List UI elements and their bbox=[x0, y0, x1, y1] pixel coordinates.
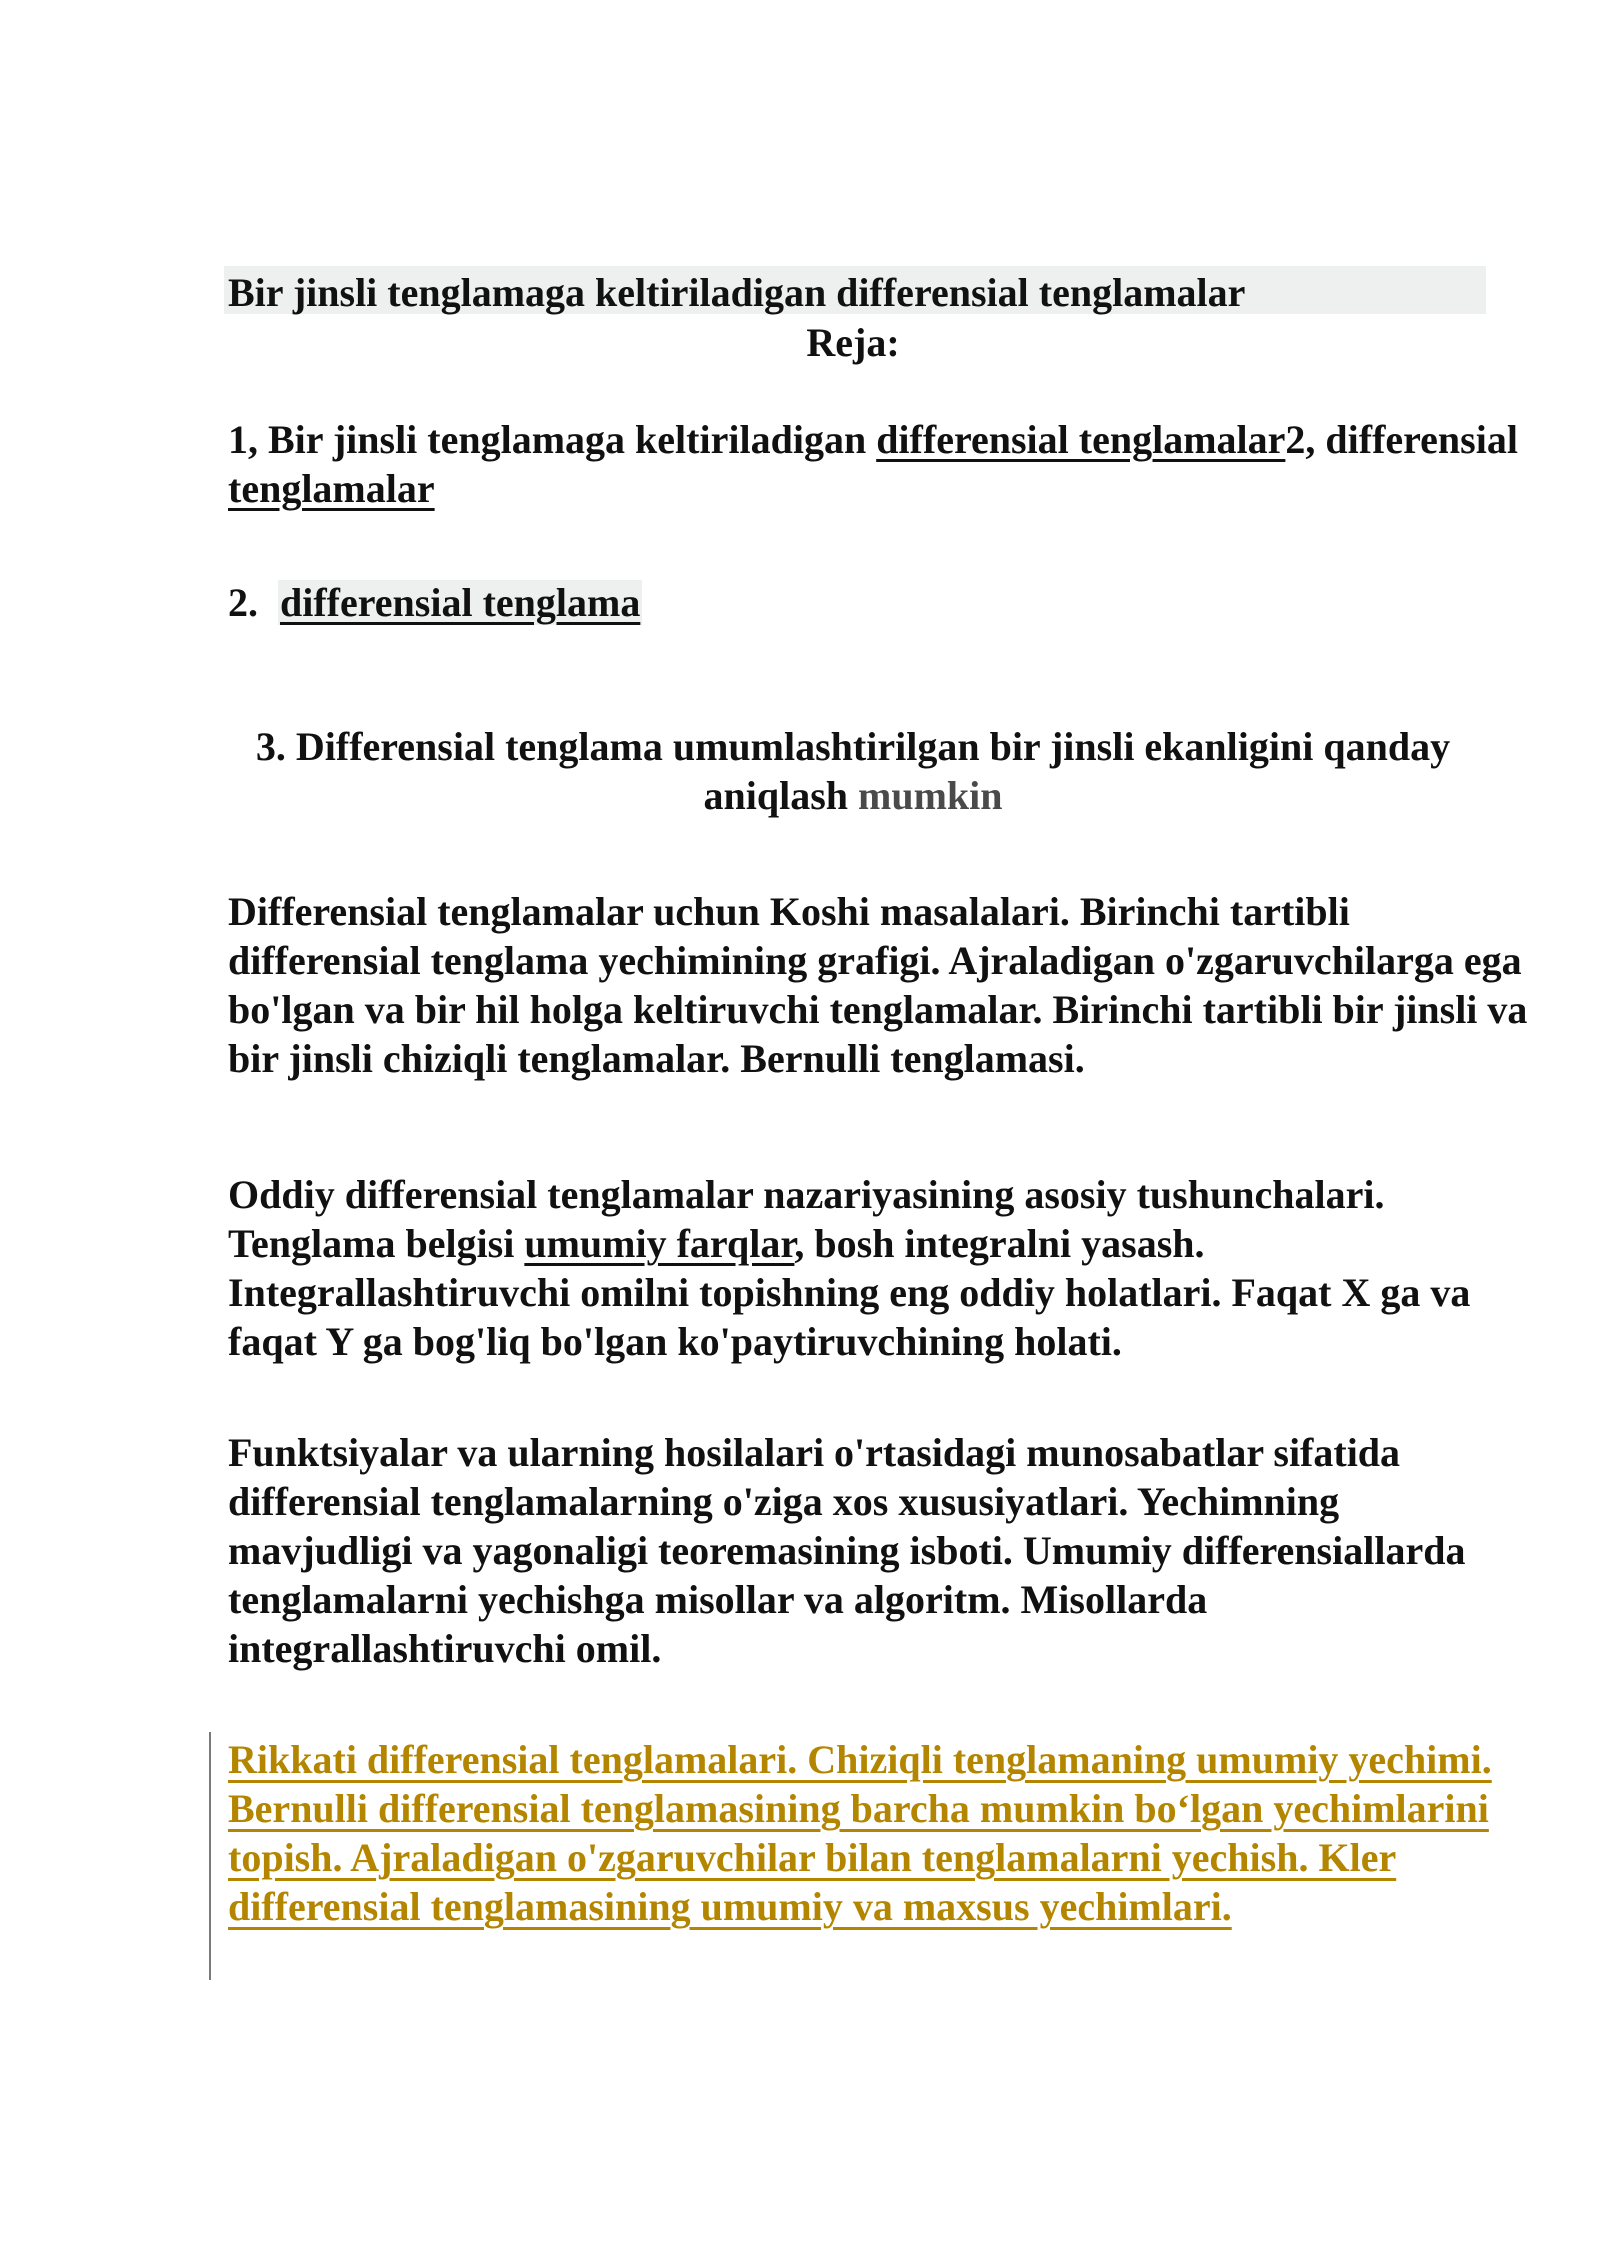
plan-item-1-link-2[interactable]: tenglamalar bbox=[228, 466, 435, 511]
plan-item-2-link[interactable]: differensial tenglama bbox=[280, 580, 641, 625]
paragraph-2-before: Oddiy differensial tenglamalar nazariyasining asosiy tushunchalari. Tenglama belgisi bbox=[228, 1172, 1385, 1266]
paragraph-4-tracked-change[interactable]: Rikkati differensial tenglamalari. Chiziqli tenglamaning umumiy yechimi. Bernulli differensial tenglamasining barcha mumkin bo‘lgan yechimlarini topish. Ajraladigan o'zgaruvchilar bilan tenglamalarni yechish. Kler differensial tenglamasining umumiy va maxsus yechimlari. bbox=[228, 1737, 1492, 1929]
plan-item-2-number: 2. bbox=[228, 580, 258, 625]
change-bar bbox=[209, 1732, 211, 1980]
paragraph-2-after: , bosh integralni yasash. Integrallashtiruvchi omilni topishning eng oddiy holatlari. Faqat X ga va faqat Y ga bog'liq bo'lgan ko'paytiruvchining holati. bbox=[228, 1221, 1471, 1364]
plan-item-3 bbox=[228, 722, 1478, 820]
document-title: Bir jinsli tenglamaga keltiriladigan differensial tenglamalar bbox=[228, 270, 1246, 315]
paragraph-3: Funktsiyalar va ularning hosilalari o'rtasidagi munosabatlar sifatida differensial tenglamalarning o'ziga xos xususiyatlari. Yechimning mavjudligi va yagonaligi teoremasining isboti. Umumiy differensiallarda tenglamalarni yechishga misollar va algoritm. Misollarda integrallashtiruvchi omil. bbox=[228, 1430, 1466, 1671]
plan-heading: Reja: bbox=[806, 320, 900, 365]
plan-item-1-prefix: 1, Bir jinsli tenglamaga keltiriladigan bbox=[228, 417, 877, 462]
plan-item-3-text: 3. Differensial tenglama umumlashtirilgan bir jinsli ekanligini qanday aniqlash bbox=[255, 724, 1451, 818]
plan-item-1-link[interactable]: differensial tenglamalar bbox=[876, 417, 1286, 462]
plan-item-1-middle: 2, differensial bbox=[1285, 417, 1518, 462]
plan-item-1 bbox=[228, 415, 1518, 513]
paragraph-1: Differensial tenglamalar uchun Koshi masalalari. Birinchi tartibli differensial tenglama yechimining grafigi. Ajraladigan o'zgaruvchilarga ega bo'lgan va bir hil holga keltiruvchi tenglamalar. Birinchi tartibli bir jinsli va bir jinsli chiziqli tenglamalar. Bernulli tenglamasi. bbox=[228, 889, 1528, 1081]
paragraph-2-link[interactable]: umumiy farqlar bbox=[524, 1221, 795, 1266]
plan-item-3-muted: mumkin bbox=[858, 773, 1003, 818]
plan-item-2 bbox=[228, 578, 642, 627]
paragraph-2 bbox=[228, 1170, 1528, 1366]
